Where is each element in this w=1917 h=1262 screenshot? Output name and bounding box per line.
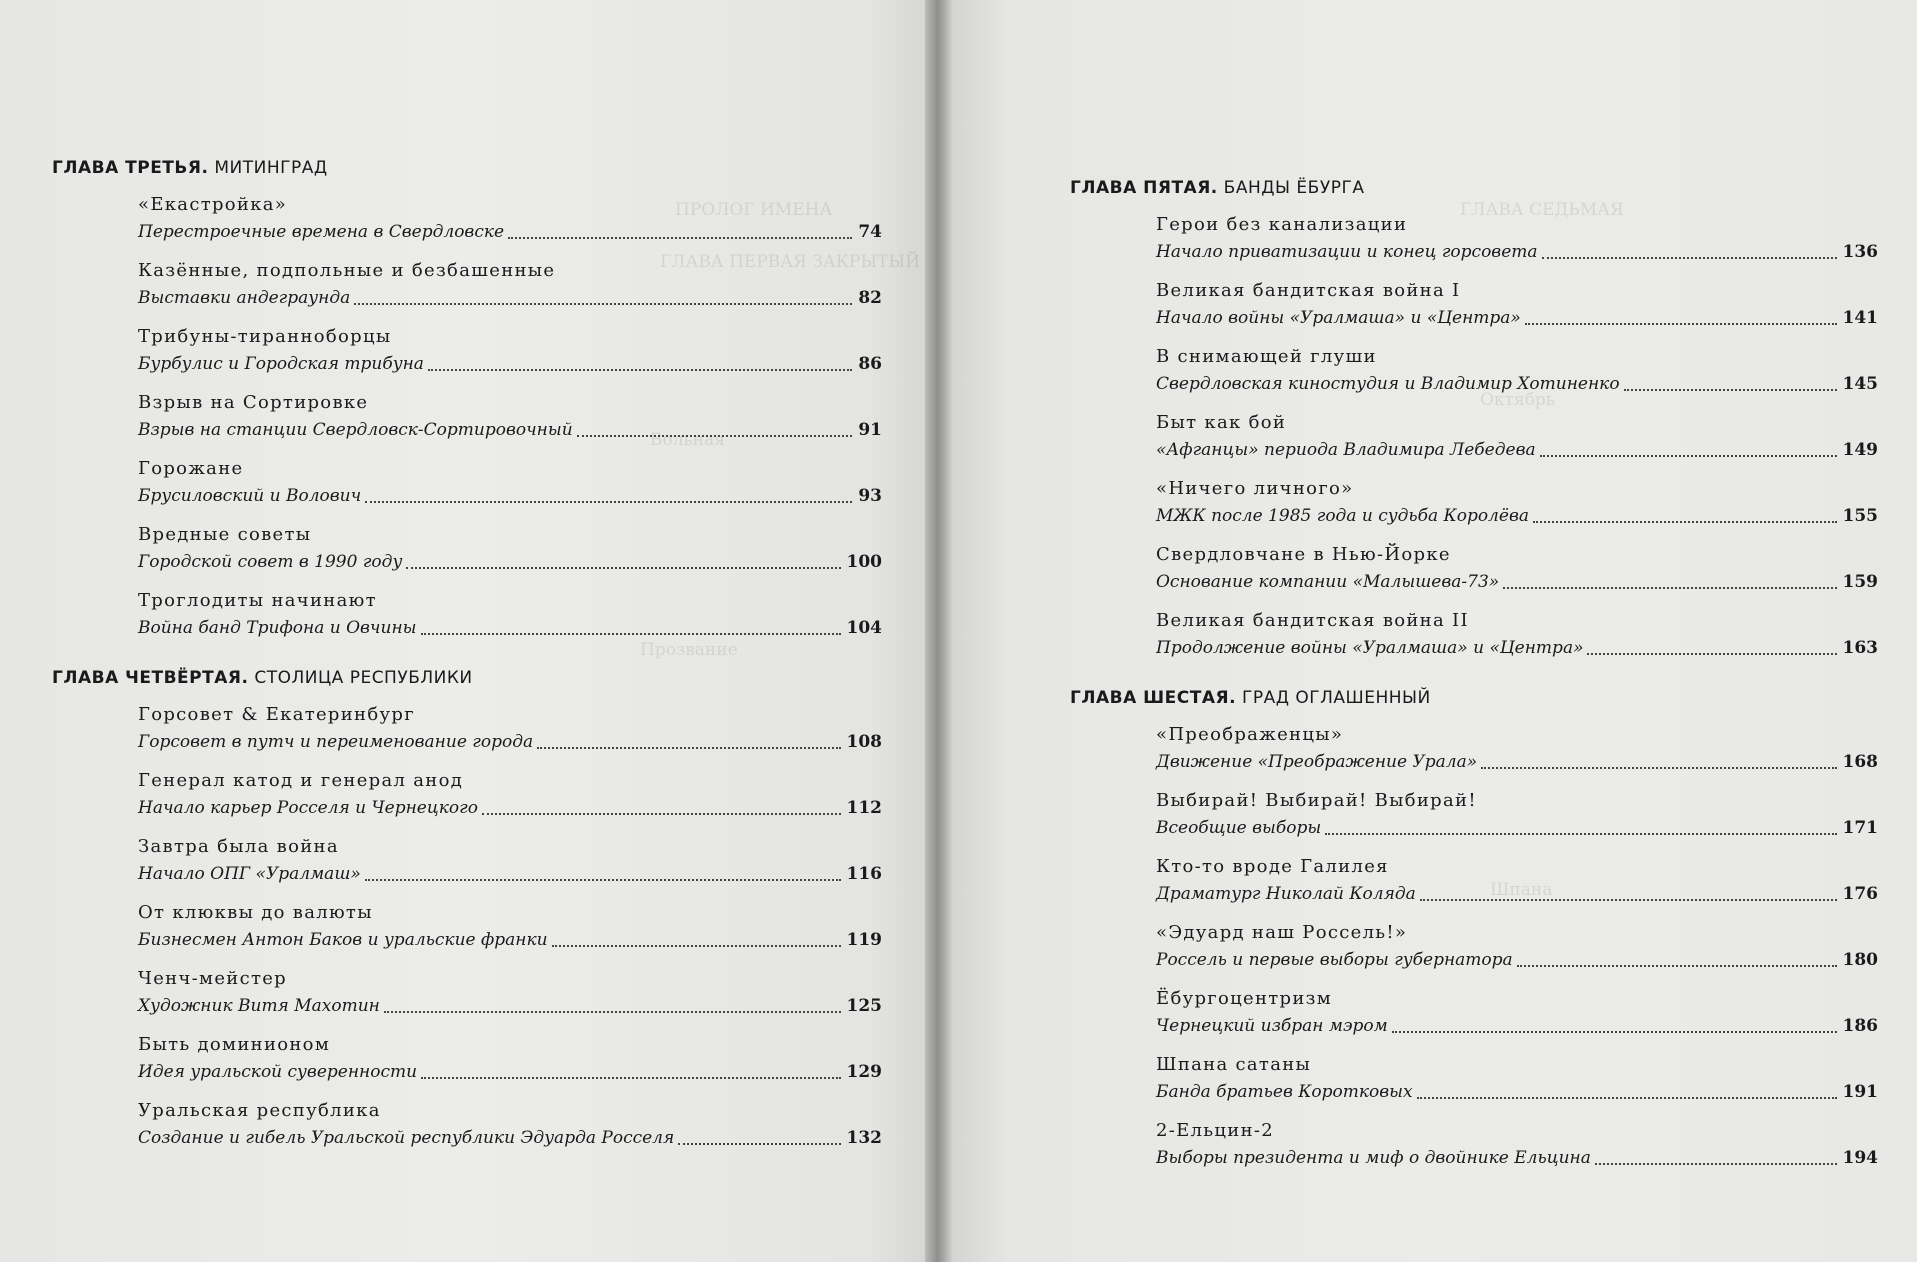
entry-subtitle: Выборы президента и миф о двойнике Ельцина — [1156, 1148, 1591, 1168]
dot-leader — [365, 879, 841, 881]
entry-subtitle: Взрыв на станции Свердловск-Сортировочный — [138, 420, 573, 440]
toc-entry — [1070, 278, 1878, 332]
entry-subtitle-row — [1156, 814, 1878, 842]
page-number: 100 — [846, 552, 882, 572]
entry-subtitle: МЖК после 1985 года и судьба Королёва — [1156, 506, 1529, 526]
entry-title: Быт как бой — [1156, 412, 1287, 433]
dot-leader — [537, 747, 840, 749]
entry-subtitle: Начало приватизации и конец горсовета — [1156, 242, 1538, 262]
entry-title: Взрыв на Сортировке — [138, 392, 369, 413]
entry-subtitle-row — [138, 992, 882, 1020]
entry-title: Ёбургоцентризм — [1156, 988, 1333, 1009]
dot-leader — [1525, 323, 1837, 325]
entry-subtitle: «Афганцы» периода Владимира Лебедева — [1156, 440, 1536, 460]
entry-subtitle-row — [138, 218, 882, 246]
entry-title: Генерал катод и генерал анод — [138, 770, 464, 791]
entry-title: Горсовет & Екатеринбург — [138, 704, 415, 725]
page-number: 129 — [846, 1062, 882, 1082]
show-through-text: Октябрь — [1480, 390, 1556, 410]
chapter-label: ГЛАВА ПЯТАЯ. — [1070, 178, 1218, 198]
toc-entry — [52, 258, 882, 312]
page-number: 91 — [858, 420, 882, 440]
page-number: 159 — [1842, 572, 1878, 592]
chapter-entries — [1070, 212, 1878, 662]
dot-leader — [482, 813, 841, 815]
toc-entry — [1070, 608, 1878, 662]
entry-title: Трибуны-тиранноборцы — [138, 326, 392, 347]
page-number: 132 — [846, 1128, 882, 1148]
entry-subtitle-row — [1156, 502, 1878, 530]
entry-subtitle: Движение «Преображение Урала» — [1156, 752, 1478, 772]
entry-title: Выбирай! Выбирай! Выбирай! — [1156, 790, 1477, 811]
entry-subtitle-row — [138, 728, 882, 756]
dot-leader — [1503, 587, 1836, 589]
chapter-title: МИТИНГРАД — [214, 158, 328, 178]
toc-entry — [1070, 722, 1878, 776]
chapter-label: ГЛАВА ШЕСТАЯ. — [1070, 688, 1237, 708]
toc-entry — [52, 588, 882, 642]
entry-title: Кто-то вроде Галилея — [1156, 856, 1389, 877]
toc-entry — [52, 522, 882, 576]
entry-subtitle-row — [1156, 748, 1878, 776]
dot-leader — [678, 1143, 840, 1145]
chapter-entries — [1070, 722, 1878, 1172]
toc-entry — [1070, 542, 1878, 596]
chapter-title: ГРАД ОГЛАШЕННЫЙ — [1241, 688, 1431, 708]
show-through-text: Прозвание — [640, 640, 738, 660]
page-number: 186 — [1842, 1016, 1878, 1036]
page-number: 155 — [1842, 506, 1878, 526]
toc-left — [52, 158, 882, 1164]
entry-subtitle: Свердловская киностудия и Владимир Хотиненко — [1156, 374, 1620, 394]
page-number: 125 — [846, 996, 882, 1016]
entry-subtitle-row — [1156, 304, 1878, 332]
entry-subtitle-row — [1156, 568, 1878, 596]
entry-subtitle: Банда братьев Коротковых — [1156, 1082, 1413, 1102]
entry-subtitle-row — [1156, 634, 1878, 662]
dot-leader — [552, 945, 841, 947]
page-number: 74 — [858, 222, 882, 242]
chapter-heading — [52, 668, 882, 688]
entry-subtitle-row — [138, 350, 882, 378]
toc-entry — [1070, 410, 1878, 464]
entry-title: Ченч-мейстер — [138, 968, 288, 989]
toc-entry — [1070, 920, 1878, 974]
toc-entry — [52, 702, 882, 756]
toc-entry — [52, 834, 882, 888]
toc-right — [1070, 178, 1878, 1184]
toc-entry — [52, 456, 882, 510]
entry-subtitle-row — [1156, 436, 1878, 464]
toc-entry — [52, 324, 882, 378]
show-through-text: ГЛАВА ПЕРВАЯ ЗАКРЫТЫЙ — [660, 252, 920, 272]
entry-title: Герои без канализации — [1156, 214, 1408, 235]
entry-subtitle-row — [1156, 1012, 1878, 1040]
page-number: 116 — [846, 864, 882, 884]
toc-entry — [52, 1098, 882, 1152]
dot-leader — [1540, 455, 1837, 457]
entry-subtitle: Начало ОПГ «Уралмаш» — [138, 864, 361, 884]
entry-subtitle-row — [138, 416, 882, 444]
chapter-label: ГЛАВА ТРЕТЬЯ. — [52, 158, 209, 178]
entry-subtitle-row — [138, 548, 882, 576]
entry-title: Казённые, подпольные и безбашенные — [138, 260, 556, 281]
dot-leader — [1517, 965, 1837, 967]
entry-subtitle: Драматург Николай Коляда — [1156, 884, 1416, 904]
entry-title: Горожане — [138, 458, 244, 479]
toc-entry — [52, 966, 882, 1020]
chapter-heading — [1070, 688, 1878, 708]
entry-subtitle-row — [1156, 946, 1878, 974]
page-number: 176 — [1842, 884, 1878, 904]
dot-leader — [1542, 257, 1837, 259]
chapter-label: ГЛАВА ЧЕТВЁРТАЯ. — [52, 668, 249, 688]
toc-entry — [1070, 476, 1878, 530]
entry-title: Свердловчане в Нью-Йорке — [1156, 544, 1451, 565]
entry-title: Великая бандитская война II — [1156, 610, 1469, 631]
entry-subtitle: Россель и первые выборы губернатора — [1156, 950, 1513, 970]
dot-leader — [365, 501, 852, 503]
entry-subtitle-row — [138, 284, 882, 312]
entry-title: «Ничего личного» — [1156, 478, 1354, 499]
page-number: 149 — [1842, 440, 1878, 460]
entry-subtitle-row — [138, 926, 882, 954]
page-number: 145 — [1842, 374, 1878, 394]
dot-leader — [1420, 899, 1837, 901]
entry-subtitle: Городской совет в 1990 году — [138, 552, 403, 572]
entry-subtitle-row — [138, 860, 882, 888]
chapter-spacer — [52, 654, 882, 668]
show-through-text: Шпана — [1490, 880, 1553, 900]
page-number: 119 — [846, 930, 882, 950]
chapter-entries — [52, 192, 882, 642]
page-number: 136 — [1842, 242, 1878, 262]
entry-title: В снимающей глуши — [1156, 346, 1377, 367]
entry-title: «Эдуард наш Россель!» — [1156, 922, 1408, 943]
toc-entry — [1070, 788, 1878, 842]
entry-subtitle-row — [1156, 1144, 1878, 1172]
dot-leader — [428, 369, 852, 371]
chapter-spacer — [1070, 674, 1878, 688]
dot-leader — [406, 567, 840, 569]
entry-subtitle: Выставки андеграунда — [138, 288, 351, 308]
dot-leader — [384, 1011, 841, 1013]
toc-entry — [52, 1032, 882, 1086]
entry-subtitle: Перестроечные времена в Свердловске — [138, 222, 505, 242]
toc-entry — [1070, 854, 1878, 908]
page-number: 141 — [1842, 308, 1878, 328]
page-number: 104 — [846, 618, 882, 638]
show-through-text: Вольная — [650, 430, 725, 450]
dot-leader — [1595, 1163, 1837, 1165]
entry-subtitle: Создание и гибель Уральской республики Эдуарда Росселя — [138, 1128, 675, 1148]
entry-subtitle-row — [1156, 370, 1878, 398]
entry-subtitle: Художник Витя Махотин — [138, 996, 380, 1016]
entry-title: Быть доминионом — [138, 1034, 331, 1055]
show-through-text: ГЛАВА СЕДЬМАЯ — [1460, 200, 1624, 220]
chapter-entries — [52, 702, 882, 1152]
entry-title: Шпана сатаны — [1156, 1054, 1312, 1075]
book-spine-gutter — [925, 0, 952, 1262]
dot-leader — [577, 435, 853, 437]
toc-entry — [1070, 212, 1878, 266]
dot-leader — [1624, 389, 1837, 391]
entry-subtitle: Брусиловский и Волович — [138, 486, 362, 506]
entry-subtitle: Бизнесмен Антон Баков и уральские франки — [138, 930, 548, 950]
entry-title: Троглодиты начинают — [138, 590, 377, 611]
entry-subtitle-row — [138, 614, 882, 642]
entry-title: От клюквы до валюты — [138, 902, 373, 923]
page-number: 194 — [1842, 1148, 1878, 1168]
entry-title: «Преображенцы» — [1156, 724, 1344, 745]
show-through-text: ПРОЛОГ ИМЕНА — [675, 200, 833, 220]
entry-title: 2-Ельцин-2 — [1156, 1120, 1275, 1141]
entry-subtitle: Начало войны «Уралмаша» и «Центра» — [1156, 308, 1521, 328]
page-number: 112 — [846, 798, 882, 818]
entry-subtitle: Продолжение войны «Уралмаша» и «Центра» — [1156, 638, 1584, 658]
entry-title: Великая бандитская война I — [1156, 280, 1461, 301]
entry-subtitle: Всеобщие выборы — [1156, 818, 1322, 838]
entry-subtitle: Начало карьер Росселя и Чернецкого — [138, 798, 478, 818]
page-number: 171 — [1842, 818, 1878, 838]
toc-entry — [52, 900, 882, 954]
entry-title: Завтра была война — [138, 836, 339, 857]
page-number: 163 — [1842, 638, 1878, 658]
entry-title: Уральская республика — [138, 1100, 381, 1121]
toc-entry — [1070, 344, 1878, 398]
chapter-title: БАНДЫ ЁБУРГА — [1223, 178, 1365, 198]
dot-leader — [1533, 521, 1837, 523]
entry-subtitle: Идея уральской суверенности — [138, 1062, 418, 1082]
entry-title: Вредные советы — [138, 524, 312, 545]
entry-subtitle: Чернецкий избран мэром — [1156, 1016, 1388, 1036]
chapter-title: СТОЛИЦА РЕСПУБЛИКИ — [254, 668, 473, 688]
entry-subtitle-row — [1156, 880, 1878, 908]
entry-subtitle: Горсовет в путч и переименование города — [138, 732, 534, 752]
dot-leader — [1417, 1097, 1837, 1099]
dot-leader — [1481, 767, 1836, 769]
toc-entry — [1070, 1052, 1878, 1106]
entry-subtitle-row — [138, 482, 882, 510]
toc-entry — [52, 768, 882, 822]
page-number: 180 — [1842, 950, 1878, 970]
page-number: 108 — [846, 732, 882, 752]
dot-leader — [354, 303, 852, 305]
page-number: 82 — [858, 288, 882, 308]
page-number: 168 — [1842, 752, 1878, 772]
entry-subtitle: Война банд Трифона и Овчины — [138, 618, 417, 638]
entry-subtitle: Основание компании «Малышева-73» — [1156, 572, 1500, 592]
toc-entry — [1070, 1118, 1878, 1172]
entry-subtitle: Бурбулис и Городская трибуна — [138, 354, 424, 374]
toc-entry — [52, 390, 882, 444]
page-number: 191 — [1842, 1082, 1878, 1102]
page-number: 86 — [858, 354, 882, 374]
entry-subtitle-row — [138, 1124, 882, 1152]
chapter-heading — [1070, 178, 1878, 198]
entry-subtitle-row — [1156, 238, 1878, 266]
dot-leader — [1587, 653, 1836, 655]
dot-leader — [508, 237, 852, 239]
entry-subtitle-row — [1156, 1078, 1878, 1106]
entry-title: «Екастройка» — [138, 194, 288, 215]
toc-entry — [52, 192, 882, 246]
chapter-heading — [52, 158, 882, 178]
page-number: 93 — [858, 486, 882, 506]
toc-entry — [1070, 986, 1878, 1040]
dot-leader — [1392, 1031, 1837, 1033]
entry-subtitle-row — [138, 794, 882, 822]
dot-leader — [1325, 833, 1836, 835]
entry-subtitle-row — [138, 1058, 882, 1086]
dot-leader — [421, 633, 841, 635]
dot-leader — [421, 1077, 840, 1079]
